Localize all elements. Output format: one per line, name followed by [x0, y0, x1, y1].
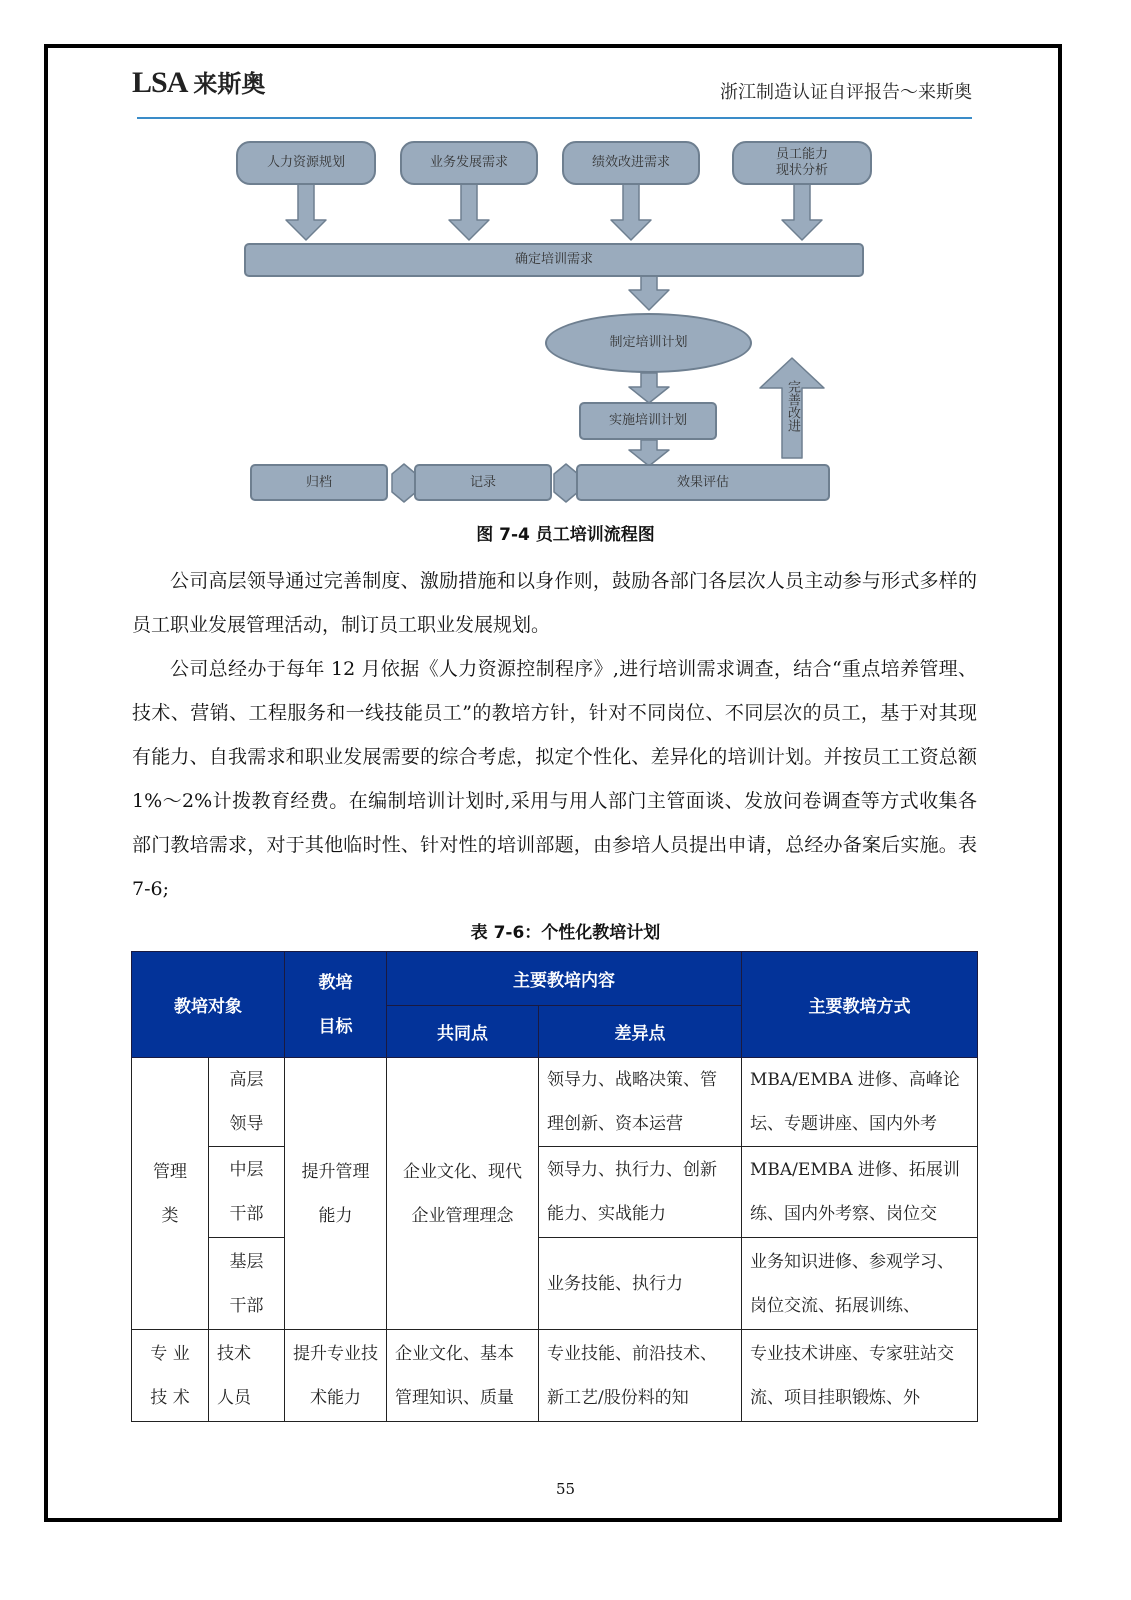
flow-box-capability-analysis: 员工能力 现状分析 [732, 141, 872, 185]
report-title: 浙江制造认证自评报告～来斯奥 [720, 82, 972, 103]
table-row [132, 1238, 978, 1330]
header-common: 共同点 [387, 1006, 539, 1058]
cell-method: 业务知识进修、参观学习、岗位交流、拓展训练、 [742, 1238, 978, 1330]
logo-latin: LSA [132, 66, 188, 99]
arrow-down-icon [449, 184, 489, 240]
flow-box-evaluate: 效果评估 [576, 464, 830, 501]
flow-ellipse-make-plan: 制定培训计划 [545, 313, 752, 373]
logo-chinese: 来斯奥 [193, 70, 266, 98]
flow-box-determine-needs: 确定培训需求 [244, 243, 864, 277]
cell-difference: 业务技能、执行力 [539, 1238, 742, 1330]
cell-difference: 领导力、执行力、创新能力、实战能力 [539, 1147, 742, 1238]
flow-box-archive: 归档 [250, 464, 388, 501]
cell-level: 技术人员 [209, 1330, 285, 1422]
cell-common: 企业文化、现代企业管理理念 [387, 1058, 539, 1330]
arrow-down-icon [286, 184, 326, 240]
flow-box-business-needs: 业务发展需求 [400, 141, 538, 185]
cell-common: 企业文化、基本管理知识、质量 [387, 1330, 539, 1422]
table-caption: 表 7-6：个性化教培计划 [470, 923, 661, 943]
cell-method: 专业技术讲座、专家驻站交流、项目挂职锻炼、外 [742, 1330, 978, 1422]
flow-box-implement-plan: 实施培训计划 [579, 402, 717, 440]
figure-caption: 图 7-4 员工培训流程图 [476, 525, 655, 545]
paragraph: 公司高层领导通过完善制度、激励措施和以身作则，鼓励各部门各层次人员主动参与形式多样的员工职业发展管理活动，制订员工职业发展规划。 [132, 570, 977, 636]
body-text [132, 559, 977, 911]
cell-difference: 领导力、战略决策、管理创新、资本运营 [539, 1058, 742, 1147]
header-goal: 教培 目标 [285, 952, 387, 1058]
flow-box-hr-planning: 人力资源规划 [236, 141, 376, 185]
header-difference: 差异点 [539, 1006, 742, 1058]
cell-method: MBA/EMBA 进修、拓展训练、国内外考察、岗位交 [742, 1147, 978, 1238]
cell-level: 中层干部 [209, 1147, 285, 1238]
table-row [132, 1330, 978, 1422]
cell-goal: 提升管理能力 [285, 1058, 387, 1330]
table-row [132, 1058, 978, 1147]
paragraph: 公司总经办于每年 12 月依据《人力资源控制程序》,进行培训需求调查，结合“重点培养管理、技术、营销、工程服务和一线技能员工”的教培方针，针对不同岗位、不同层次的员工，基于对其现有能力、自我需求和职业发展需要的综合考虑，拟定个性化、差异化的培训计划。并按员工工资总额 1%～2%计拨教育经费。在编制培训计划时,采用与用人部门主管面谈、发放问卷调查等方式收集各部门教培需求，对于其他临时性、针对性的培训部题，由参培人员提出申请，总经办备案后实施。表 7-6; [132, 658, 977, 900]
arrow-down-icon [629, 276, 669, 310]
flow-label-improve: 完善改进 [785, 380, 800, 432]
table-row [132, 1147, 978, 1238]
training-flow-diagram [0, 0, 1131, 520]
training-plan-table [131, 951, 978, 1422]
flow-box-performance-needs: 绩效改进需求 [562, 141, 700, 185]
page-number: 55 [555, 1480, 576, 1498]
arrow-down-icon [782, 184, 822, 240]
cell-difference: 专业技能、前沿技术、新工艺/股份料的知 [539, 1330, 742, 1422]
header-target: 教培对象 [132, 952, 285, 1058]
arrow-down-icon [629, 373, 669, 403]
cell-level: 基层干部 [209, 1238, 285, 1330]
cell-category: 专 业 技 术 [132, 1330, 209, 1422]
cell-goal: 提升专业技术能力 [285, 1330, 387, 1422]
arrow-left-icon [392, 464, 416, 502]
cell-level: 高层领导 [209, 1058, 285, 1147]
header-content: 主要教培内容 [387, 952, 742, 1006]
cell-category: 管理类 [132, 1058, 209, 1330]
header-method: 主要教培方式 [742, 952, 978, 1058]
flow-box-record: 记录 [414, 464, 552, 501]
arrow-left-icon [554, 464, 578, 502]
arrow-down-icon [611, 184, 651, 240]
cell-method: MBA/EMBA 进修、高峰论坛、专题讲座、国内外考 [742, 1058, 978, 1147]
arrow-down-icon [629, 440, 669, 466]
